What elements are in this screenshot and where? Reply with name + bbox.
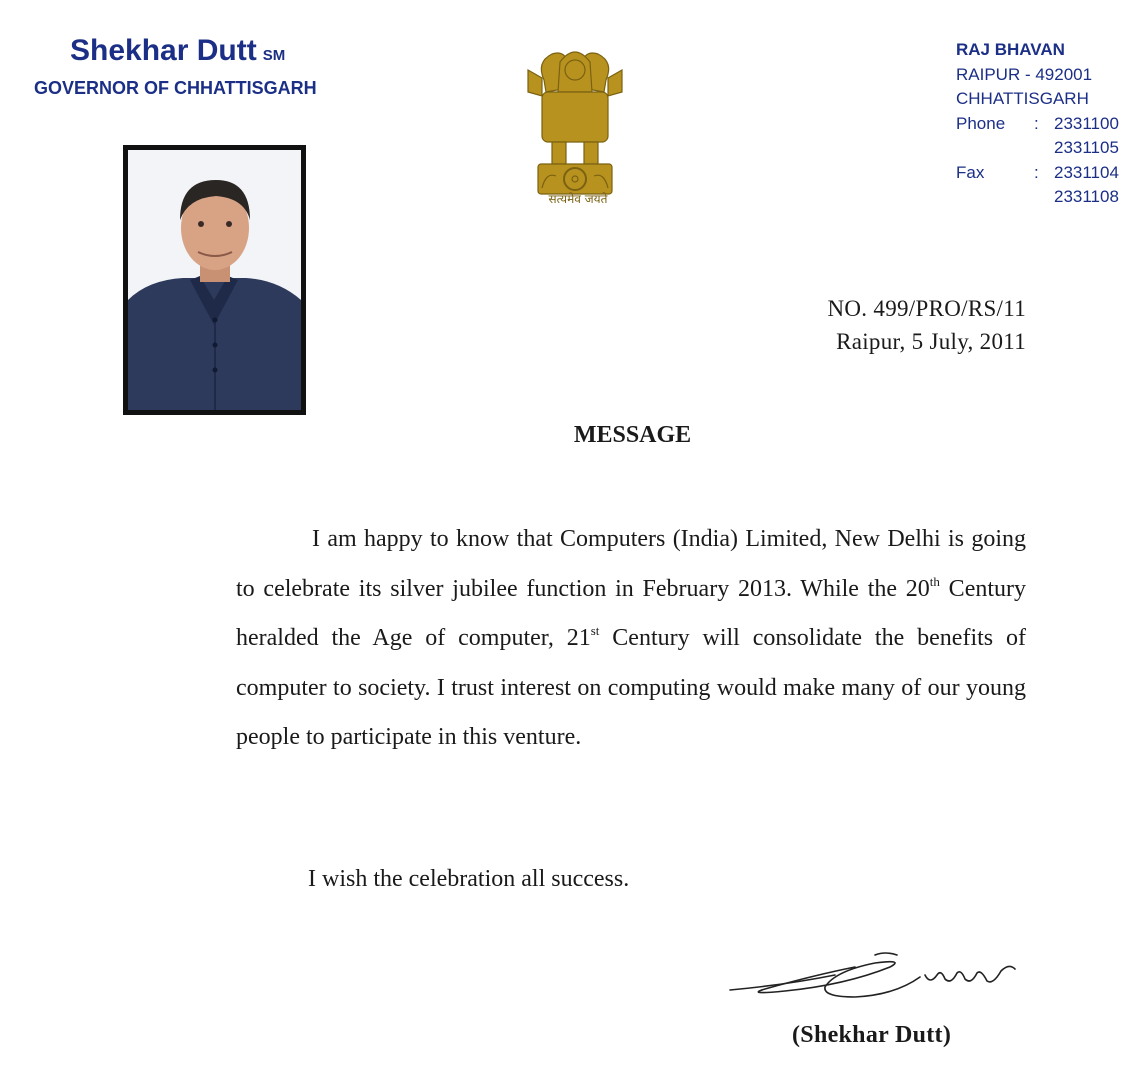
reference-block: [827, 292, 1026, 358]
superscript-ordinal: st: [590, 623, 600, 638]
phone-number: 2331100: [1054, 113, 1119, 133]
fax-number: 2331108: [1054, 187, 1119, 206]
message-text: Century heralded the Age of computer, 21: [236, 575, 1027, 651]
emblem-motto: सत्यमेव जयते: [548, 192, 608, 206]
name-suffix: SM: [262, 47, 286, 64]
message-text: Century will consolidate the benefits of computer to society. I trust interest on computing would make many of our young people to participate in this venture.: [236, 625, 1027, 750]
signature-icon: [725, 945, 1025, 1015]
fax-separator: :: [1034, 162, 1039, 182]
address-block: [956, 38, 1131, 210]
city-pin: RAIPUR - 492001: [956, 64, 1093, 84]
fax-row: [956, 161, 1131, 186]
phone-row: [956, 112, 1131, 137]
message-text: I am happy to know that Computers (India) Limited, New Delhi is going to celebrate its silver jubilee function in February 2013. While the 20: [236, 526, 1026, 602]
governor-portrait: [123, 145, 306, 415]
portrait-image: [128, 150, 301, 410]
office-name: RAJ BHAVAN: [956, 40, 1065, 59]
national-emblem-icon: [522, 40, 628, 215]
message-title: MESSAGE: [573, 422, 692, 448]
fax-label: Fax: [956, 162, 985, 182]
superscript-ordinal: th: [929, 573, 940, 589]
state-name: CHHATTISGARH: [956, 89, 1089, 108]
phone-number: 2331105: [1054, 138, 1119, 157]
signatory-name: (Shekhar Dutt): [792, 1022, 952, 1048]
message-body: [236, 515, 1026, 763]
letterhead-name: [70, 34, 285, 68]
fax-number: 2331104: [1054, 162, 1119, 182]
phone-separator: :: [1034, 113, 1039, 133]
place-date: Raipur, 5 July, 2011: [836, 329, 1026, 354]
phone-label: Phone: [956, 113, 1006, 133]
reference-number: NO. 499/PRO/RS/11: [827, 296, 1026, 321]
fax-row: [956, 185, 1131, 210]
governor-designation: GOVERNOR OF CHHATTISGARH: [34, 78, 317, 98]
governor-name: Shekhar Dutt: [70, 34, 257, 67]
phone-row: [956, 136, 1131, 161]
closing-line: I wish the celebration all success.: [308, 866, 630, 892]
